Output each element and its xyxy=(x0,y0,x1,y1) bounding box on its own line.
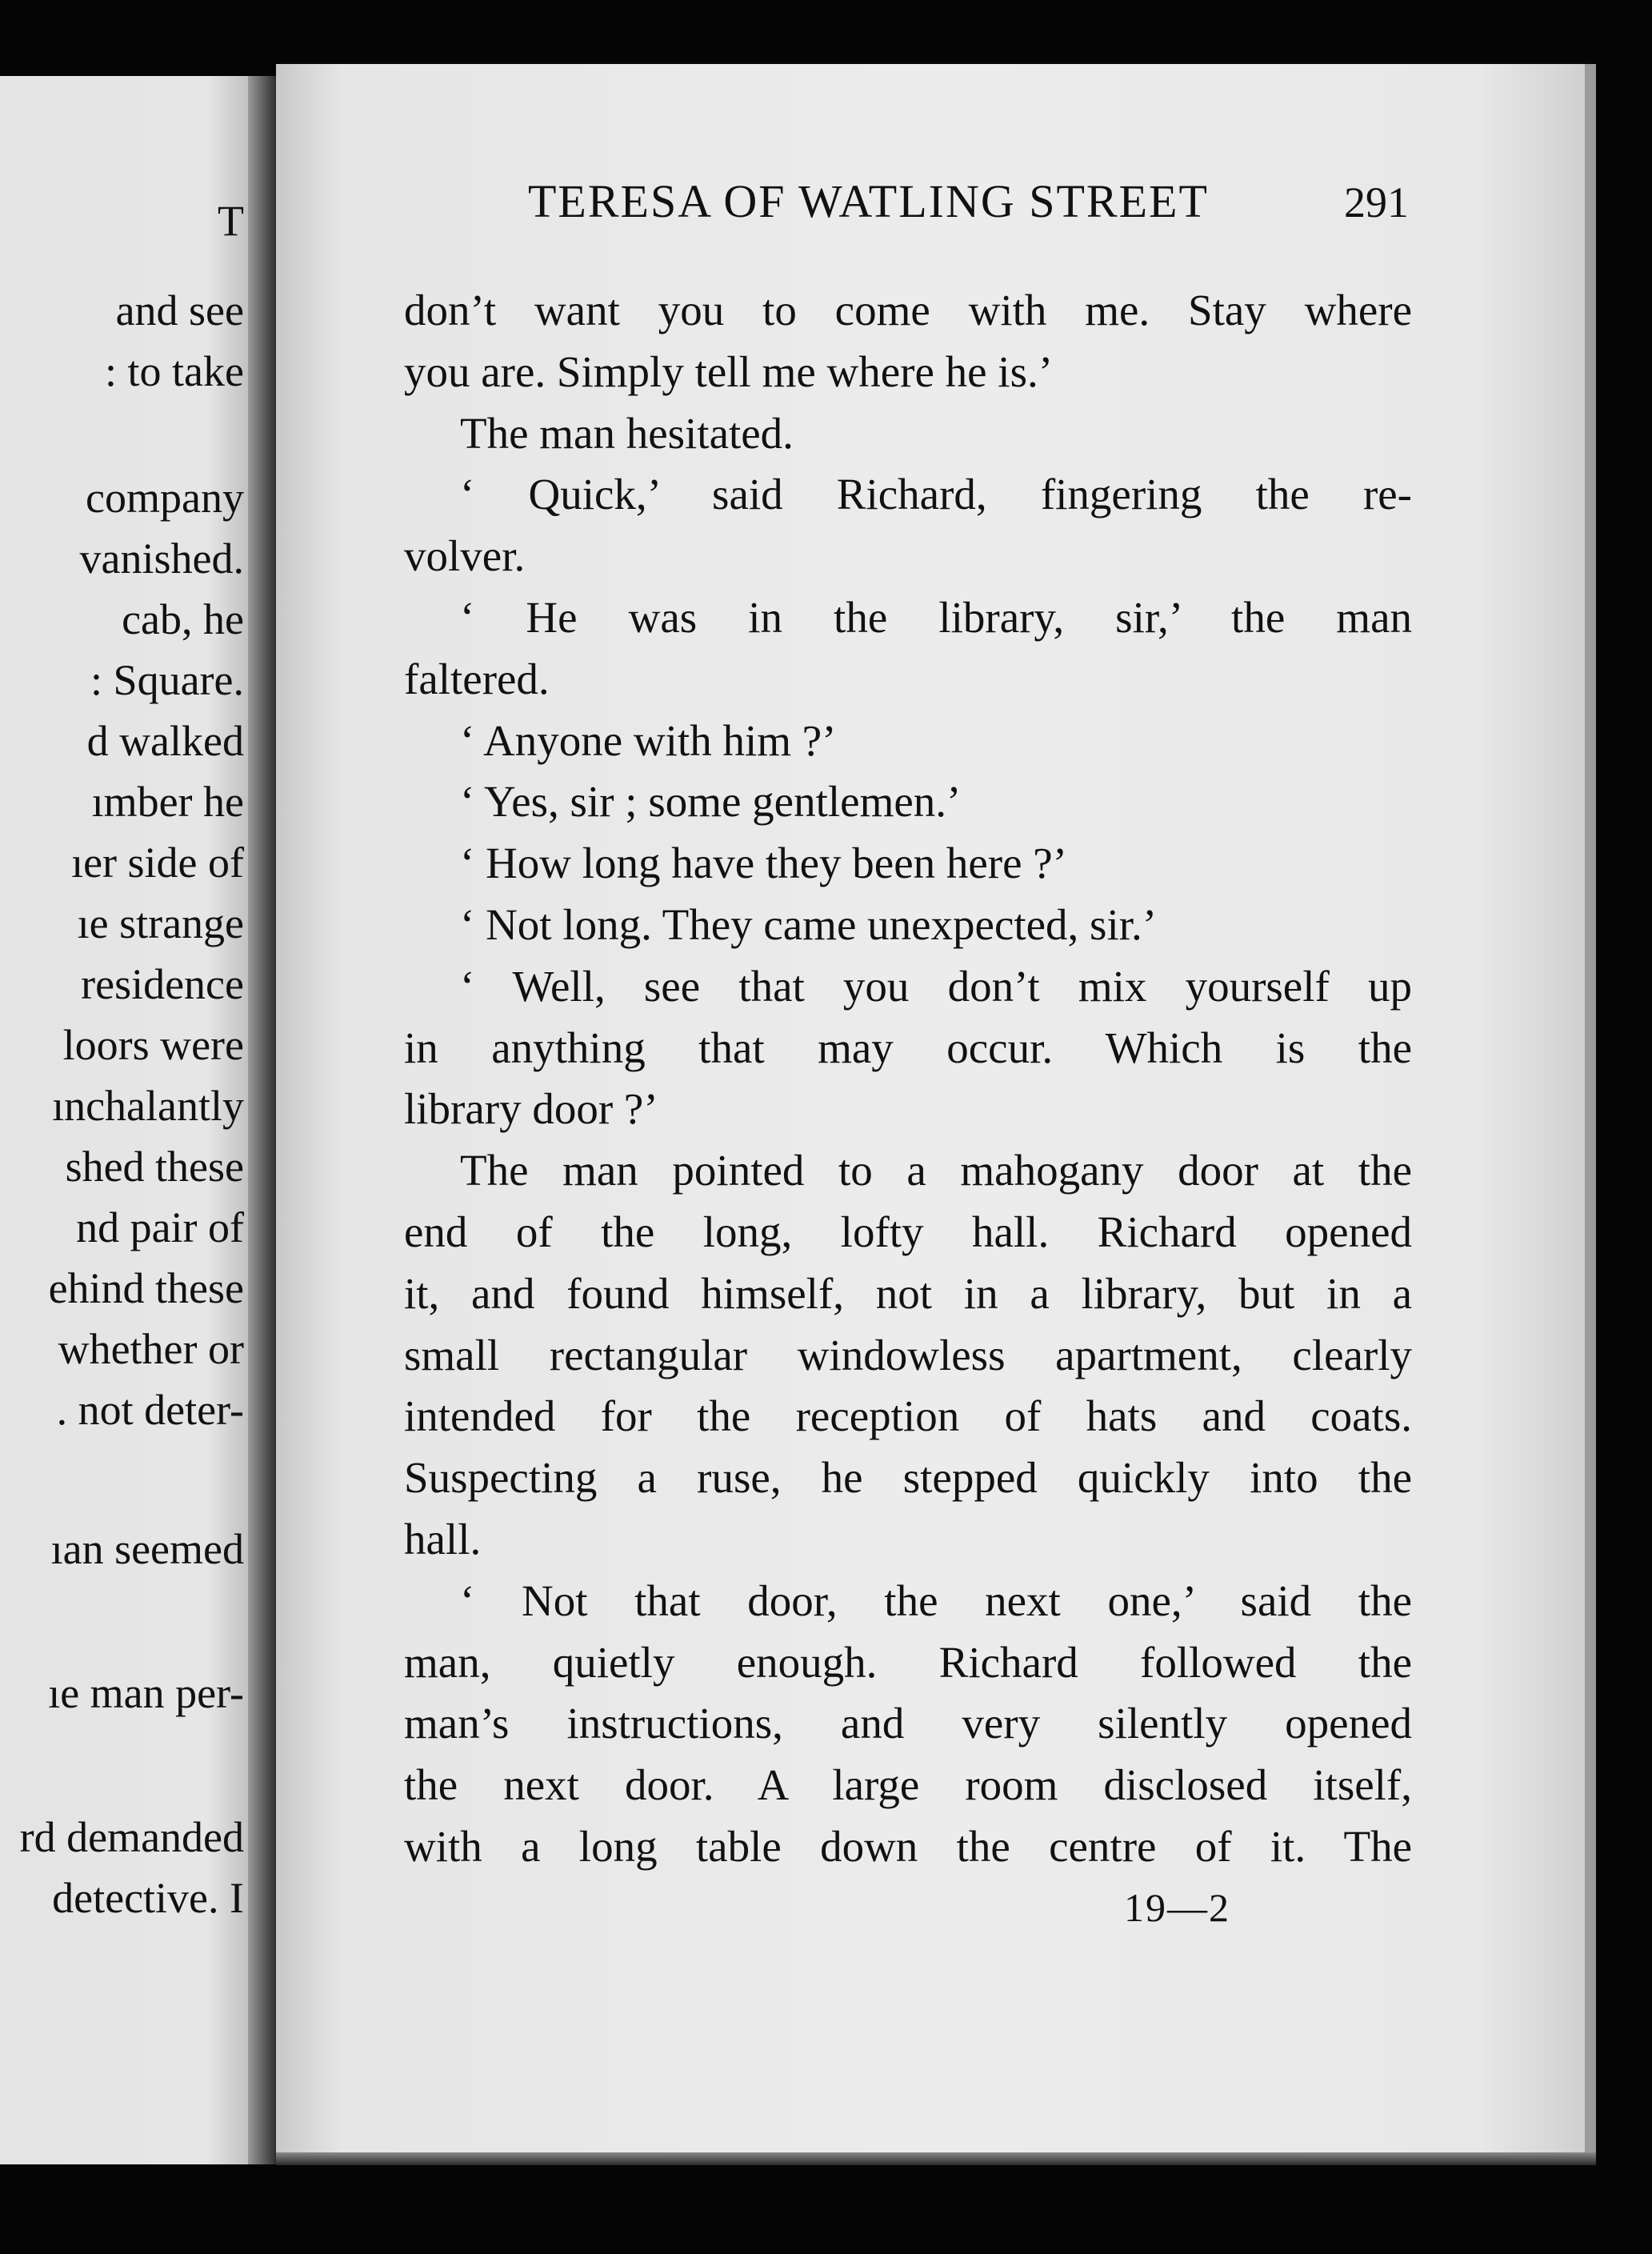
text-line: The man hesitated. xyxy=(460,408,794,458)
text-line: ‘ Not long. They came unexpected, sir.’ xyxy=(460,899,1158,949)
text-line: man, quietly enough. Richard followed the xyxy=(404,1637,1412,1687)
text-line: the next door. A large room disclosed itself, xyxy=(404,1760,1412,1810)
page-body-text xyxy=(404,280,1412,1878)
text-line: ‘ Not that door, the next one,’ said the xyxy=(460,1575,1412,1625)
text-line: ‘ Yes, sir ; some gentlemen.’ xyxy=(460,777,962,827)
left-line: d walked xyxy=(86,717,244,765)
text-line: The man pointed to a mahogany door at the xyxy=(460,1146,1412,1195)
text-line: it, and found himself, not in a library, but in a xyxy=(404,1268,1412,1318)
left-line: cab, he xyxy=(122,595,244,643)
text-line: ‘ Quick,’ said Richard, fingering the re- xyxy=(460,470,1412,519)
left-line: residence xyxy=(81,960,244,1008)
previous-page xyxy=(0,76,276,2164)
text-line: faltered. xyxy=(404,654,550,703)
text-line: small rectangular windowless apartment, clearly xyxy=(404,1330,1412,1379)
text-line: man’s instructions, and very silently opened xyxy=(404,1699,1412,1748)
left-line: ehind these xyxy=(48,1264,244,1312)
running-title: TERESA OF WATLING STREET xyxy=(528,175,1209,227)
page-number: 291 xyxy=(1344,178,1409,226)
text-line: ‘ He was in the library, sir,’ the man xyxy=(460,592,1412,642)
page-bottom-edge xyxy=(276,2152,1596,2165)
text-line: ‘ Anyone with him ?’ xyxy=(460,715,837,765)
text-line: Suspecting a ruse, he stepped quickly into the xyxy=(404,1453,1412,1503)
left-line: detective. I xyxy=(52,1874,244,1922)
text-line: intended for the reception of hats and coats. xyxy=(404,1391,1412,1441)
left-line: T xyxy=(218,197,244,245)
text-line: library door ?’ xyxy=(404,1084,658,1134)
left-line: company xyxy=(86,474,244,522)
left-line: nd pair of xyxy=(76,1203,244,1251)
left-line: ınchalantly xyxy=(52,1082,244,1130)
left-line: rd demanded xyxy=(19,1813,244,1861)
text-line: you are. Simply tell me where he is.’ xyxy=(404,346,1054,396)
signature-mark: 19—2 xyxy=(1124,1885,1230,1930)
text-line: end of the long, lofty hall. Richard opened xyxy=(404,1207,1412,1256)
left-line: loors were xyxy=(62,1021,244,1069)
left-line: ıer side of xyxy=(71,839,244,887)
text-line: don’t want you to come with me. Stay where xyxy=(404,286,1412,334)
left-line: : to take xyxy=(105,347,244,395)
text-line: ‘ How long have they been here ?’ xyxy=(460,839,1067,888)
left-line: whether or xyxy=(58,1325,244,1373)
left-line: : Square. xyxy=(90,656,244,704)
text-line: volver. xyxy=(404,531,526,581)
text-line: ‘ Well, see that you don’t mix yourself up xyxy=(460,961,1412,1011)
left-line: ıe strange xyxy=(77,899,244,947)
text-line: with a long table down the centre of it. The xyxy=(404,1821,1412,1871)
text-line: in anything that may occur. Which is the xyxy=(404,1023,1412,1072)
text-line: hall. xyxy=(404,1514,482,1563)
left-line: . not deter- xyxy=(56,1386,244,1434)
left-line: vanished. xyxy=(79,534,244,583)
left-line: ıan seemed xyxy=(50,1525,244,1573)
left-line: ımber he xyxy=(91,778,244,826)
left-line: and see xyxy=(115,286,244,334)
left-line: ıe man per- xyxy=(48,1669,244,1717)
left-line: shed these xyxy=(65,1143,244,1191)
